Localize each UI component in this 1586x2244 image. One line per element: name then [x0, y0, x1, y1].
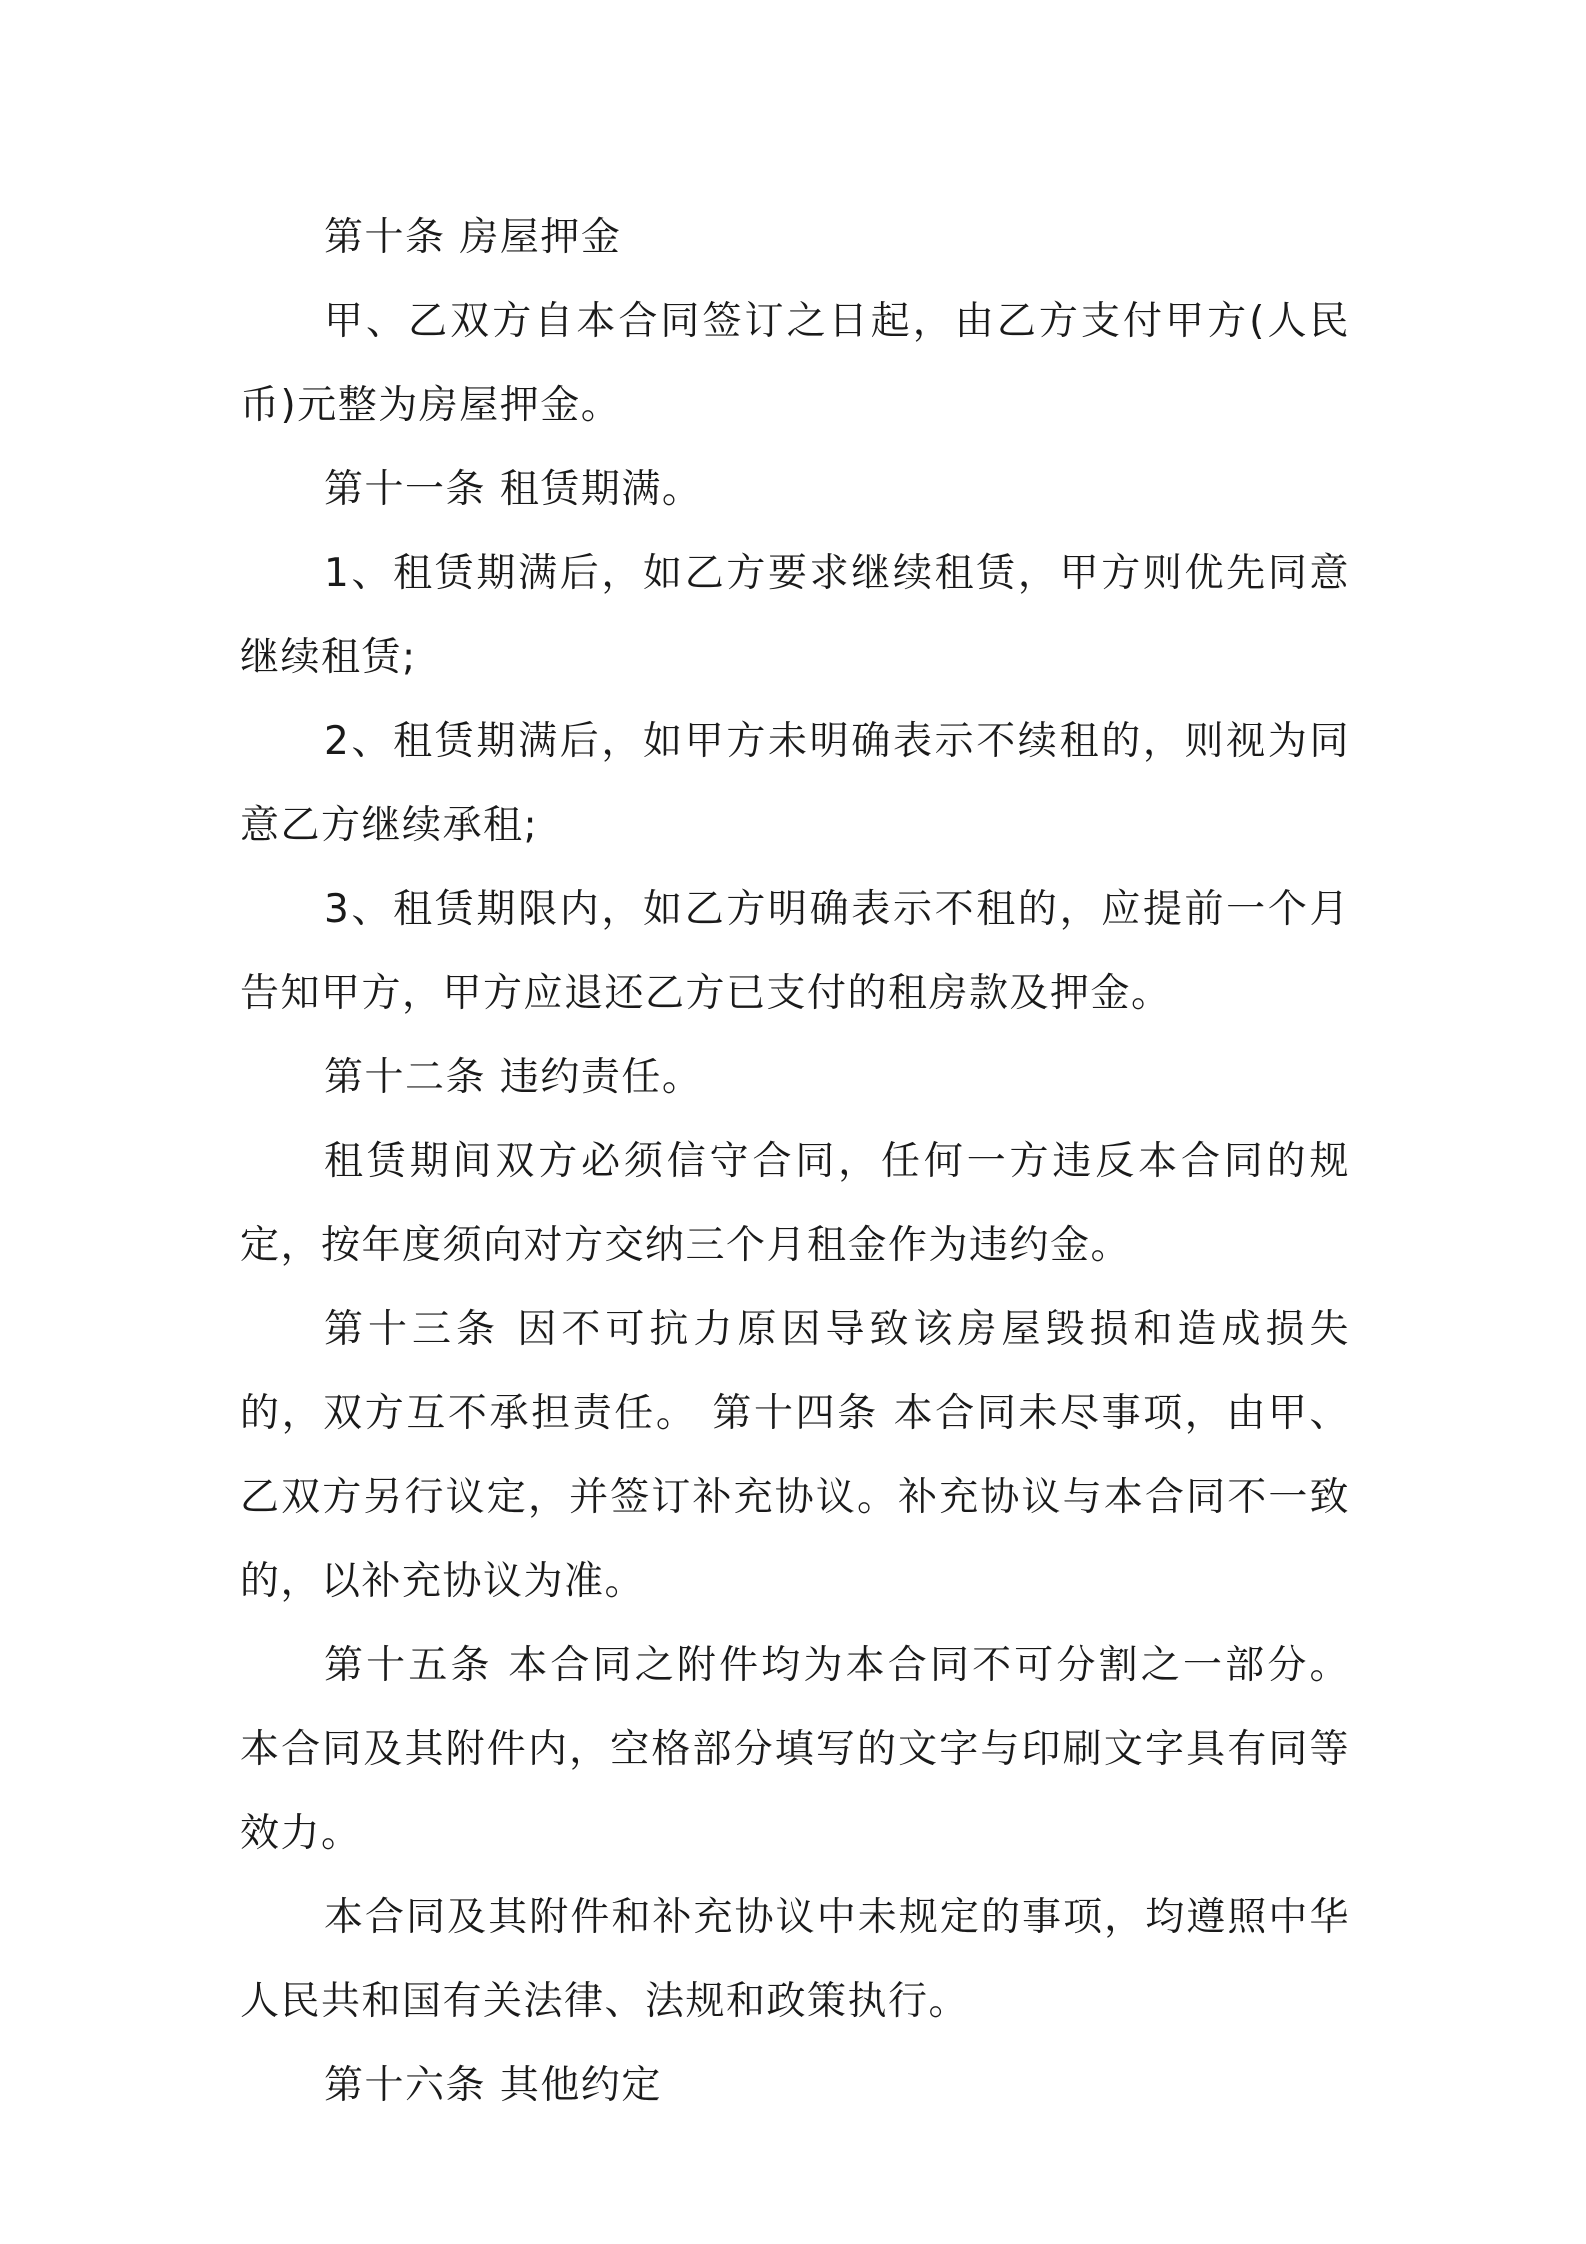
- article-12-body: 租赁期间双方必须信守合同，任何一方违反本合同的规定，按年度须向对方交纳三个月租金作为违约金。: [240, 1139, 1350, 1268]
- article-15-body-2: 本合同及其附件和补充协议中未规定的事项，均遵照中华人民共和国有关法律、法规和政策执行。: [240, 1895, 1350, 2024]
- article-12-heading: 第十二条 违约责任。: [324, 1055, 703, 1100]
- article-10-heading: 第十条 房屋押金: [324, 215, 622, 260]
- article-11-heading: 第十一条 租赁期满。: [324, 467, 703, 512]
- article-15-body: 第十五条 本合同之附件均为本合同不可分割之一部分。本合同及其附件内，空格部分填写的文字与印刷文字具有同等效力。: [240, 1643, 1350, 1856]
- article-16-heading: 第十六条 其他约定: [324, 2063, 662, 2108]
- article-11-item-2: 2、租赁期满后，如甲方未明确表示不续租的，则视为同意乙方继续承租;: [240, 719, 1350, 848]
- article-13-14-body: 第十三条 因不可抗力原因导致该房屋毁损和造成损失的，双方互不承担责任。 第十四条 本合同未尽事项，由甲、乙双方另行议定，并签订补充协议。补充协议与本合同不一致的，以补充协议为准。: [240, 1307, 1350, 1604]
- article-11-item-1: 1、租赁期满后，如乙方要求继续租赁，甲方则优先同意继续租赁;: [240, 551, 1350, 680]
- article-10-body: 甲、乙双方自本合同签订之日起，由乙方支付甲方(人民币)元整为房屋押金。: [240, 299, 1350, 428]
- document-body: [240, 196, 1350, 2128]
- article-11-item-3: 3、租赁期限内，如乙方明确表示不租的，应提前一个月告知甲方，甲方应退还乙方已支付的租房款及押金。: [240, 887, 1350, 1016]
